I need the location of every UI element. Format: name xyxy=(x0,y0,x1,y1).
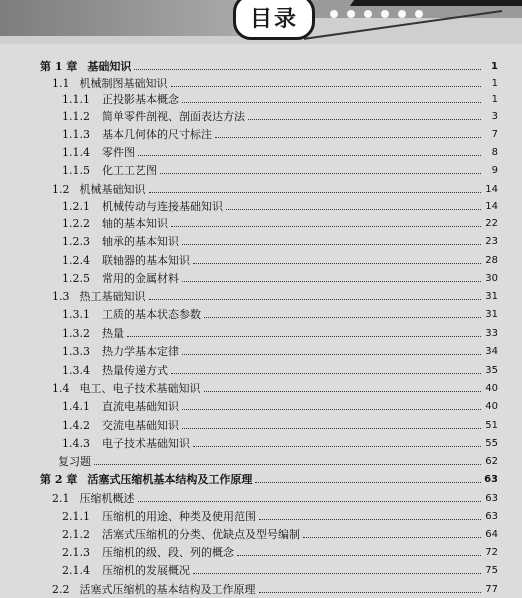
leader-dots xyxy=(138,501,482,502)
leader-dots xyxy=(171,86,482,87)
toc-entry-number: 1.3 xyxy=(52,290,70,303)
toc-entry-title: 电工、电子技术基础知识 xyxy=(79,382,201,395)
leader-dots xyxy=(160,173,481,174)
toc-entry-number: 1.4.3 xyxy=(62,437,90,450)
toc-entry-page: 8 xyxy=(491,147,498,158)
leader-dots xyxy=(193,263,481,264)
toc-entry[interactable] xyxy=(62,524,498,541)
toc-entry-page: 14 xyxy=(485,184,498,195)
leader-dots xyxy=(149,299,482,300)
toc-entry-number: 2.1 xyxy=(52,492,70,505)
leader-dots xyxy=(303,537,481,538)
toc-entry-page: 31 xyxy=(485,309,498,320)
toc-entry[interactable] xyxy=(52,378,498,395)
toc-entry-number: 2.1.2 xyxy=(62,528,90,541)
toc-entry[interactable] xyxy=(52,179,498,196)
toc-entry-number: 1.1.2 xyxy=(62,110,90,123)
dot-icon xyxy=(398,10,406,18)
toc-entry-page: 33 xyxy=(485,328,498,339)
toc-entry[interactable] xyxy=(62,213,498,230)
page-title: 目录 xyxy=(233,0,315,40)
toc-entry-title: 压缩机概述 xyxy=(79,492,135,505)
toc-entry-page: 51 xyxy=(485,420,498,431)
toc-entry-title: 机械传动与连接基础知识 xyxy=(102,200,223,213)
toc-entry-number: 1.2.4 xyxy=(62,254,90,267)
toc-entry-title: 热量 xyxy=(102,327,124,340)
dot-icon xyxy=(347,10,355,18)
toc-entry-title: 基本几何体的尺寸标注 xyxy=(102,128,212,141)
toc-entry-page: 23 xyxy=(485,236,498,247)
toc-entry[interactable] xyxy=(40,469,498,486)
toc-entry-page: 77 xyxy=(485,584,498,595)
toc-entry-title: 热工基础知识 xyxy=(79,290,146,303)
dot-icon xyxy=(330,10,338,18)
toc-entry[interactable] xyxy=(62,304,498,321)
toc-entry-number: 1.3.4 xyxy=(62,364,90,377)
leader-dots xyxy=(237,555,481,556)
toc-entry-page: 1 xyxy=(491,94,498,105)
toc-entry-title: 电子技术基础知识 xyxy=(102,437,190,450)
leader-dots xyxy=(255,482,481,483)
toc-entry[interactable] xyxy=(62,341,498,358)
toc-entry[interactable] xyxy=(62,196,498,213)
leader-dots xyxy=(182,428,481,429)
toc-entry-page: 1 xyxy=(491,78,498,89)
toc-entry-number: 1.3.3 xyxy=(62,345,90,358)
toc-entry-title: 联轴器的基本知识 xyxy=(102,254,190,267)
toc-entry-number: 1.3.2 xyxy=(62,327,90,340)
toc-entry[interactable] xyxy=(62,124,498,141)
toc-entry-page: 14 xyxy=(485,201,498,212)
leader-dots xyxy=(182,102,481,103)
toc-entry[interactable] xyxy=(62,396,498,413)
toc-entry-title: 压缩机的发展概况 xyxy=(102,564,190,577)
toc-entry-number: 1.2 xyxy=(52,183,70,196)
toc-entry-title: 正投影基本概念 xyxy=(102,93,179,106)
toc-entry-page: 9 xyxy=(491,165,498,176)
toc-entry-number: 2.1.3 xyxy=(62,546,90,559)
toc-entry-page: 75 xyxy=(485,565,498,576)
toc-entry-page: 63 xyxy=(484,474,498,485)
toc-entry[interactable] xyxy=(62,506,498,523)
toc-entry-page: 63 xyxy=(485,511,498,522)
toc-entry-title: 热力学基本定律 xyxy=(102,345,179,358)
leader-dots xyxy=(204,391,482,392)
leader-dots xyxy=(259,519,481,520)
toc-entry[interactable] xyxy=(62,106,498,123)
leader-dots xyxy=(134,69,481,70)
toc-entry[interactable] xyxy=(62,231,498,248)
toc-entry-title: 工质的基本状态参数 xyxy=(102,308,201,321)
leader-dots xyxy=(215,137,481,138)
toc-entry[interactable] xyxy=(62,560,498,577)
toc-entry-page: 7 xyxy=(491,129,498,140)
toc-entry-page: 72 xyxy=(485,547,498,558)
leader-dots xyxy=(182,281,481,282)
toc-entry-page: 35 xyxy=(485,365,498,376)
leader-dots xyxy=(127,336,481,337)
toc-entry-page: 64 xyxy=(485,529,498,540)
leader-dots xyxy=(138,155,481,156)
toc-entry-page: 62 xyxy=(485,456,498,467)
toc-entry-number: 1.4.2 xyxy=(62,419,90,432)
toc-entry-page: 63 xyxy=(485,493,498,504)
toc-entry-number: 1.2.3 xyxy=(62,235,90,248)
toc-entry-title: 机械制图基础知识 xyxy=(79,77,168,90)
leader-dots xyxy=(259,592,482,593)
leader-dots xyxy=(171,373,481,374)
toc-entry-number: 1.3.1 xyxy=(62,308,90,321)
toc-entry-number: 1.1 xyxy=(52,77,70,90)
header-gradient xyxy=(0,0,240,36)
toc-entry-title: 机械基础知识 xyxy=(79,183,146,196)
toc-entry-title: 热量传递方式 xyxy=(102,364,168,377)
toc-entry[interactable] xyxy=(62,360,498,377)
toc-entry-number: 1.1.5 xyxy=(62,164,90,177)
toc-entry[interactable] xyxy=(62,323,498,340)
toc-entry-page: 1 xyxy=(491,61,498,72)
toc-entry-page: 28 xyxy=(485,255,498,266)
toc-entry-number: 1.1.3 xyxy=(62,128,90,141)
toc-entry-number: 第 1 章 xyxy=(40,60,78,73)
toc-entry[interactable] xyxy=(62,250,498,267)
toc-entry[interactable] xyxy=(62,542,498,559)
toc-entry-title: 直流电基础知识 xyxy=(102,400,179,413)
toc-entry-number: 1.1.4 xyxy=(62,146,90,159)
toc-entry-number: 1.2.2 xyxy=(62,217,90,230)
toc-entry[interactable] xyxy=(62,415,498,432)
toc-entry-page: 30 xyxy=(485,273,498,284)
toc-entry-title: 常用的金属材料 xyxy=(102,272,179,285)
leader-dots xyxy=(171,226,481,227)
toc-entry-page: 31 xyxy=(485,291,498,302)
toc-entry-number: 1.2.1 xyxy=(62,200,90,213)
toc-entry-page: 34 xyxy=(485,346,498,357)
toc-entry[interactable] xyxy=(62,142,498,159)
toc-entry-number: 第 2 章 xyxy=(40,473,78,486)
toc-entry[interactable] xyxy=(62,268,498,285)
toc-entry[interactable] xyxy=(58,451,498,468)
leader-dots xyxy=(182,354,481,355)
toc-entry[interactable] xyxy=(62,433,498,450)
toc-entry-page: 3 xyxy=(491,111,498,122)
dot-icon xyxy=(415,10,423,18)
leader-dots xyxy=(94,464,481,465)
toc-entry-title: 压缩机的用途、种类及使用范围 xyxy=(102,510,256,523)
page-header xyxy=(0,0,522,44)
toc-entry-title: 活塞式压缩机基本结构及工作原理 xyxy=(87,473,253,486)
header-dots xyxy=(330,10,423,18)
toc-entry-title: 零件图 xyxy=(102,146,135,159)
toc-entry-title: 交流电基础知识 xyxy=(102,419,179,432)
toc-entry-number: 2.2 xyxy=(52,583,70,596)
toc-entry-title: 简单零件剖视、剖面表达方法 xyxy=(102,110,245,123)
toc-entry-number: 2.1.4 xyxy=(62,564,90,577)
toc-entry[interactable] xyxy=(52,579,498,596)
toc-entry-title: 活塞式压缩机的分类、优缺点及型号编制 xyxy=(102,528,300,541)
toc-entry[interactable] xyxy=(40,56,498,73)
toc-entry-title: 压缩机的级、段、列的概念 xyxy=(102,546,234,559)
toc-entry[interactable] xyxy=(52,488,498,505)
header-stripe xyxy=(350,0,522,6)
toc-entry-title: 轴承的基本知识 xyxy=(102,235,179,248)
leader-dots xyxy=(248,119,481,120)
toc-entry-number: 1.4.1 xyxy=(62,400,90,413)
leader-dots xyxy=(226,209,481,210)
toc-entry-page: 40 xyxy=(485,401,498,412)
leader-dots xyxy=(193,446,481,447)
toc-entry-title: 复习题 xyxy=(58,455,91,468)
toc-entry-page: 22 xyxy=(485,218,498,229)
dot-icon xyxy=(364,10,372,18)
toc-entry-page: 55 xyxy=(485,438,498,449)
toc-entry-title: 轴的基本知识 xyxy=(102,217,168,230)
toc-entry-number: 2.1.1 xyxy=(62,510,90,523)
toc-entry[interactable] xyxy=(52,286,498,303)
toc-entry-number: 1.2.5 xyxy=(62,272,90,285)
leader-dots xyxy=(193,573,481,574)
toc-entry[interactable] xyxy=(62,160,498,177)
toc-entry[interactable] xyxy=(52,73,498,90)
leader-dots xyxy=(204,317,481,318)
leader-dots xyxy=(182,409,481,410)
toc-entry-title: 化工工艺图 xyxy=(102,164,157,177)
toc-entry-title: 基础知识 xyxy=(87,60,132,73)
toc-entry-number: 1.4 xyxy=(52,382,70,395)
toc-entry[interactable] xyxy=(62,89,498,106)
leader-dots xyxy=(182,244,481,245)
toc-entry-number: 1.1.1 xyxy=(62,93,90,106)
dot-icon xyxy=(381,10,389,18)
toc-entry-title: 活塞式压缩机的基本结构及工作原理 xyxy=(79,583,256,596)
toc-entry-page: 40 xyxy=(485,383,498,394)
leader-dots xyxy=(149,192,482,193)
